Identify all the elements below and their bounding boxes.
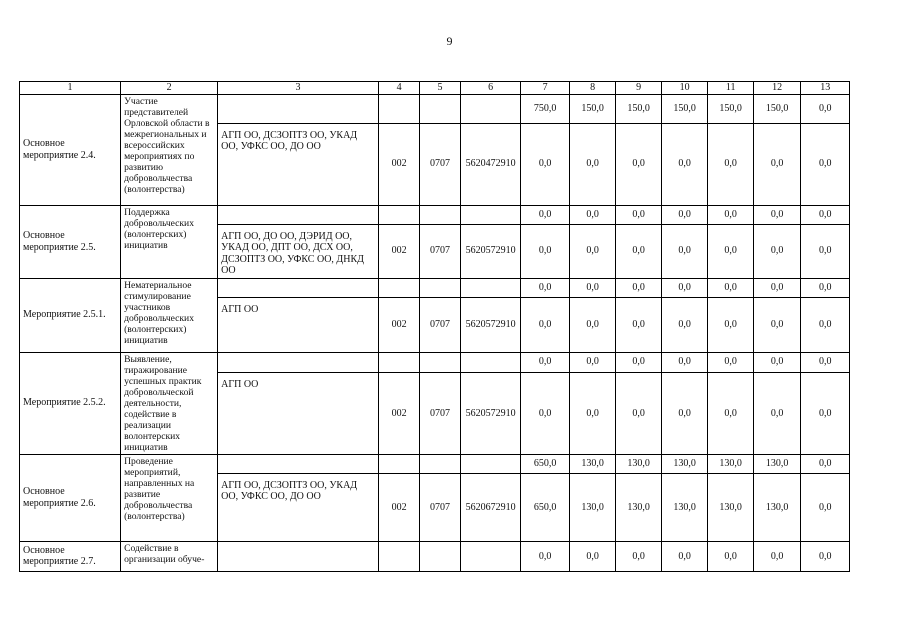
executors-empty-cell — [218, 94, 379, 123]
value-cell: 0,0 — [661, 352, 708, 372]
code-cell: 002 — [378, 123, 419, 205]
value-cell: 0,0 — [708, 352, 753, 372]
value-cell: 0,0 — [708, 372, 753, 454]
target-code-empty-cell — [460, 541, 521, 571]
code-empty-cell — [378, 94, 419, 123]
table-row-total — [20, 205, 850, 224]
target-code-empty-cell — [460, 94, 521, 123]
executors-empty-cell — [218, 454, 379, 473]
section-cell: 0707 — [420, 297, 460, 352]
value-cell: 0,0 — [521, 297, 570, 352]
activity-description: Проведение мероприятий, направленных на развитие добровольчества (волонтерства) — [121, 454, 218, 541]
value-cell: 0,0 — [801, 278, 850, 297]
code-cell: 002 — [378, 372, 419, 454]
value-cell: 0,0 — [753, 224, 801, 278]
value-cell: 0,0 — [753, 372, 801, 454]
column-header: 8 — [569, 82, 616, 95]
value-cell: 150,0 — [569, 94, 616, 123]
value-cell: 0,0 — [801, 205, 850, 224]
value-cell: 0,0 — [616, 541, 661, 571]
value-cell: 0,0 — [521, 123, 570, 205]
code-empty-cell — [378, 205, 419, 224]
value-cell: 750,0 — [521, 94, 570, 123]
target-code-cell: 5620672910 — [460, 473, 521, 541]
executors-cell: АГП ОО — [218, 372, 379, 454]
program-funding-table — [19, 81, 850, 572]
activity-name: Основное мероприятие 2.4. — [20, 94, 121, 205]
column-header: 1 — [20, 82, 121, 95]
value-cell: 0,0 — [801, 541, 850, 571]
target-code-empty-cell — [460, 454, 521, 473]
code-empty-cell — [378, 541, 419, 571]
table-row-total — [20, 94, 850, 123]
value-cell: 0,0 — [569, 372, 616, 454]
value-cell: 130,0 — [708, 454, 753, 473]
value-cell: 0,0 — [753, 297, 801, 352]
value-cell: 0,0 — [801, 473, 850, 541]
executors-empty-cell — [218, 278, 379, 297]
value-cell: 0,0 — [801, 352, 850, 372]
value-cell: 0,0 — [708, 205, 753, 224]
executors-cell: АГП ОО, ДСЗОПТЗ ОО, УКАД ОО, УФКС ОО, ДО ОО — [218, 123, 379, 205]
value-cell: 0,0 — [661, 372, 708, 454]
value-cell: 0,0 — [801, 454, 850, 473]
executors-empty-cell — [218, 205, 379, 224]
value-cell: 0,0 — [708, 278, 753, 297]
code-cell: 002 — [378, 473, 419, 541]
value-cell: 0,0 — [616, 224, 661, 278]
code-empty-cell — [378, 454, 419, 473]
value-cell: 130,0 — [661, 473, 708, 541]
value-cell: 0,0 — [753, 205, 801, 224]
target-code-empty-cell — [460, 278, 521, 297]
value-cell: 0,0 — [661, 541, 708, 571]
value-cell: 130,0 — [753, 454, 801, 473]
value-cell: 0,0 — [708, 123, 753, 205]
column-header: 12 — [753, 82, 801, 95]
value-cell: 0,0 — [616, 123, 661, 205]
value-cell: 0,0 — [661, 278, 708, 297]
value-cell: 130,0 — [569, 454, 616, 473]
code-cell: 002 — [378, 224, 419, 278]
value-cell: 0,0 — [569, 224, 616, 278]
activity-description: Нематериальное стимулирование участников добровольческих (волонтерских) инициатив — [121, 278, 218, 352]
column-header: 6 — [460, 82, 521, 95]
value-cell: 0,0 — [661, 205, 708, 224]
section-empty-cell — [420, 352, 460, 372]
column-header: 9 — [616, 82, 661, 95]
header-row — [20, 82, 850, 95]
column-header: 5 — [420, 82, 460, 95]
activity-name: Мероприятие 2.5.1. — [20, 278, 121, 352]
value-cell: 0,0 — [569, 352, 616, 372]
value-cell: 150,0 — [661, 94, 708, 123]
section-cell: 0707 — [420, 372, 460, 454]
activity-description: Поддержка добровольческих (волонтерских) инициатив — [121, 205, 218, 278]
value-cell: 0,0 — [616, 278, 661, 297]
section-empty-cell — [420, 541, 460, 571]
value-cell: 0,0 — [616, 297, 661, 352]
value-cell: 150,0 — [616, 94, 661, 123]
table-row-total — [20, 352, 850, 372]
value-cell: 0,0 — [753, 123, 801, 205]
activity-name: Основное мероприятие 2.5. — [20, 205, 121, 278]
activity-description: Выявление, тиражирование успешных практик добровольческой деятельности, содействие в реализации волонтерских инициатив — [121, 352, 218, 454]
code-cell: 002 — [378, 297, 419, 352]
value-cell: 130,0 — [569, 473, 616, 541]
value-cell: 0,0 — [569, 278, 616, 297]
section-empty-cell — [420, 278, 460, 297]
activity-name: Мероприятие 2.5.2. — [20, 352, 121, 454]
executors-cell: АГП ОО, ДСЗОПТЗ ОО, УКАД ОО, УФКС ОО, ДО ОО — [218, 473, 379, 541]
activity-description: Участие представителей Орловской области в межрегиональных и всероссийских мероприятиях по развитию добровольчества (волонтерства) — [121, 94, 218, 205]
activity-description: Содействие в организации обуче- — [121, 541, 218, 571]
value-cell: 130,0 — [661, 454, 708, 473]
value-cell: 0,0 — [569, 205, 616, 224]
value-cell: 0,0 — [708, 297, 753, 352]
target-code-empty-cell — [460, 352, 521, 372]
value-cell: 0,0 — [616, 352, 661, 372]
value-cell: 0,0 — [521, 352, 570, 372]
value-cell: 0,0 — [801, 224, 850, 278]
value-cell: 0,0 — [521, 372, 570, 454]
value-cell: 0,0 — [661, 224, 708, 278]
section-cell: 0707 — [420, 473, 460, 541]
section-empty-cell — [420, 205, 460, 224]
target-code-cell: 5620572910 — [460, 372, 521, 454]
page-number: 9 — [446, 34, 453, 48]
executors-cell: АГП ОО, ДО ОО, ДЭРИД ОО, УКАД ОО, ДПТ ОО, ДСХ ОО, ДСЗОПТЗ ОО, УФКС ОО, ДНКД ОО — [218, 224, 379, 278]
value-cell: 130,0 — [616, 473, 661, 541]
value-cell: 130,0 — [753, 473, 801, 541]
value-cell: 0,0 — [801, 123, 850, 205]
value-cell: 0,0 — [708, 541, 753, 571]
value-cell: 0,0 — [753, 352, 801, 372]
section-empty-cell — [420, 94, 460, 123]
code-empty-cell — [378, 352, 419, 372]
table-row-partial — [20, 541, 850, 571]
section-cell: 0707 — [420, 224, 460, 278]
value-cell: 0,0 — [753, 541, 801, 571]
value-cell: 0,0 — [569, 297, 616, 352]
section-empty-cell — [420, 454, 460, 473]
value-cell: 0,0 — [521, 205, 570, 224]
value-cell: 0,0 — [801, 372, 850, 454]
value-cell: 150,0 — [753, 94, 801, 123]
code-empty-cell — [378, 278, 419, 297]
column-header: 4 — [378, 82, 419, 95]
activity-name: Основное мероприятие 2.6. — [20, 454, 121, 541]
column-header: 13 — [801, 82, 850, 95]
table-row-total — [20, 454, 850, 473]
value-cell: 0,0 — [569, 123, 616, 205]
column-header: 11 — [708, 82, 753, 95]
value-cell: 0,0 — [521, 278, 570, 297]
target-code-empty-cell — [460, 205, 521, 224]
value-cell: 650,0 — [521, 473, 570, 541]
executors-empty-cell — [218, 352, 379, 372]
value-cell: 130,0 — [616, 454, 661, 473]
activity-name: Основное мероприятие 2.7. — [20, 541, 121, 571]
value-cell: 0,0 — [616, 205, 661, 224]
column-header: 10 — [661, 82, 708, 95]
value-cell: 0,0 — [661, 297, 708, 352]
value-cell: 0,0 — [753, 278, 801, 297]
value-cell: 150,0 — [708, 94, 753, 123]
value-cell: 0,0 — [708, 224, 753, 278]
column-header: 3 — [218, 82, 379, 95]
value-cell: 0,0 — [801, 297, 850, 352]
column-header: 7 — [521, 82, 570, 95]
table-row-total — [20, 278, 850, 297]
value-cell: 0,0 — [661, 123, 708, 205]
target-code-cell: 5620572910 — [460, 297, 521, 352]
section-cell: 0707 — [420, 123, 460, 205]
target-code-cell: 5620572910 — [460, 224, 521, 278]
executors-empty-cell — [218, 541, 379, 571]
target-code-cell: 5620472910 — [460, 123, 521, 205]
value-cell: 650,0 — [521, 454, 570, 473]
value-cell: 0,0 — [616, 372, 661, 454]
value-cell: 0,0 — [521, 541, 570, 571]
value-cell: 0,0 — [801, 94, 850, 123]
value-cell: 0,0 — [569, 541, 616, 571]
column-header: 2 — [121, 82, 218, 95]
value-cell: 130,0 — [708, 473, 753, 541]
value-cell: 0,0 — [521, 224, 570, 278]
executors-cell: АГП ОО — [218, 297, 379, 352]
